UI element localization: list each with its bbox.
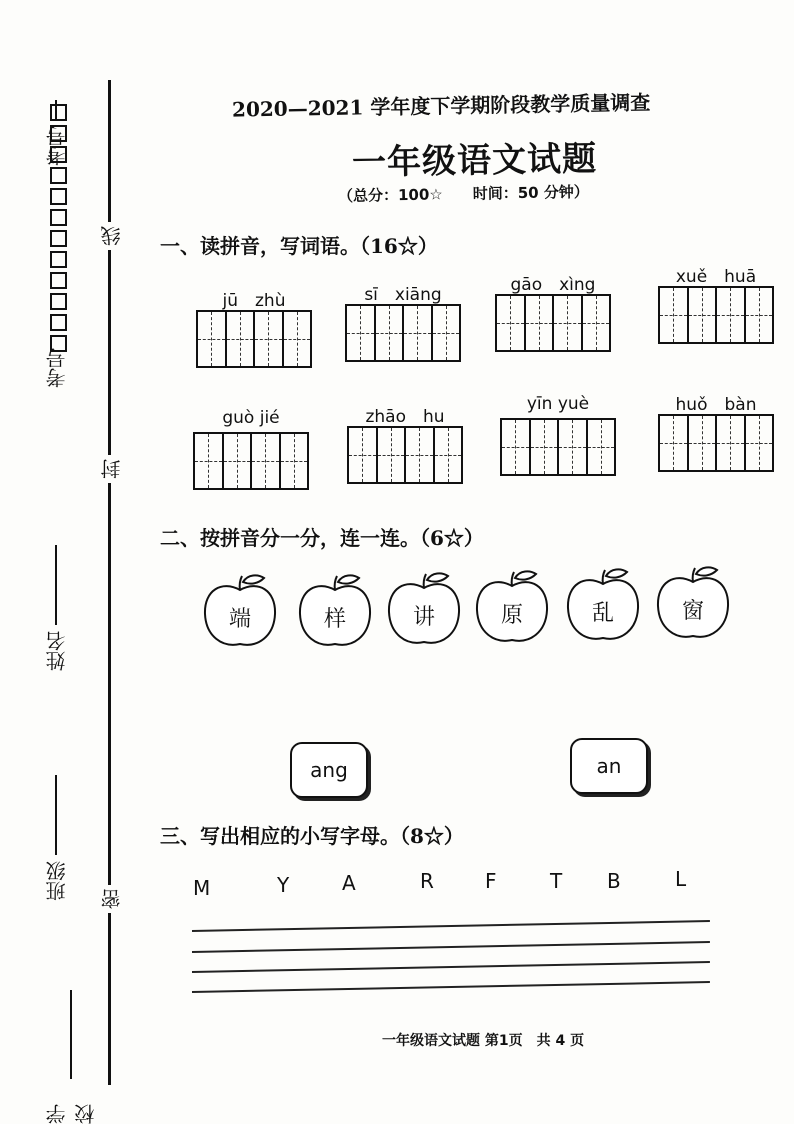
writing-line[interactable] [192,941,710,953]
school-underline[interactable] [70,990,72,1079]
pinyin-label: jū zhù [222,291,286,311]
writing-grid[interactable] [347,426,463,484]
apple-char: 乱 [591,601,614,626]
pinyin-word [658,390,774,472]
exam-number-box[interactable] [50,230,67,247]
writing-grid[interactable] [500,418,616,476]
pinyin-word [658,262,774,344]
exam-number-box[interactable] [50,209,67,226]
pinyin-label: gāo xìng [510,275,596,295]
apple-char-card[interactable] [474,568,550,648]
exam-number-box[interactable] [50,272,67,289]
exam-info: （总分：100☆ 时间：50 分钟） [337,182,590,206]
name-underline[interactable] [56,545,58,625]
section-2-heading: 二、按拼音分一分，连一连。（6☆） [160,526,484,550]
exam-number-box[interactable] [50,188,67,205]
writing-grid[interactable] [193,432,309,490]
exam-number-boxes[interactable] [50,102,67,354]
section-1-heading: 一、读拼音，写词语。（16☆） [160,234,438,258]
class-label: 班级 [45,861,69,901]
apple-char-card[interactable] [655,564,731,644]
apple-char-card[interactable] [565,566,641,646]
uppercase-letter: A [342,871,356,895]
school-label: 学校 [45,1104,98,1124]
name-field[interactable] [42,545,71,671]
page-title: 一年级语文试题 [351,138,598,184]
page-footer: 一年级语文试题 第1页 共 4 页 [382,1033,585,1049]
pinyin-label: zhāo hu [365,407,445,427]
exam-number-box[interactable] [50,314,67,331]
writing-grid[interactable] [658,286,774,344]
writing-grid[interactable] [196,310,312,368]
pinyin-word [495,270,611,352]
pinyin-label: sī xiāng [364,285,442,305]
writing-line[interactable] [192,981,710,993]
writing-line[interactable] [192,920,710,932]
writing-grid[interactable] [345,304,461,362]
exam-subtitle: 2020—2021 学年度下学期阶段教学质量调查 [231,90,651,122]
apple-char: 原 [500,603,523,628]
apple-char-card[interactable] [297,572,373,652]
writing-grid[interactable] [658,414,774,472]
exam-number-box[interactable] [50,125,67,142]
margin-mark-line: 线 [97,222,126,250]
name-label: 姓名 [45,631,69,671]
apple-char: 窗 [681,599,704,624]
apple-char: 讲 [412,605,435,630]
writing-grid[interactable] [495,294,611,352]
uppercase-letter: T [550,869,563,893]
uppercase-letter: R [420,869,434,893]
exam-number-box[interactable] [50,167,67,184]
apple-char: 端 [228,607,251,632]
uppercase-letter: L [675,867,687,891]
final-ang-box[interactable]: ang [290,742,368,798]
class-field[interactable] [42,775,71,901]
pinyin-word [345,280,461,362]
apple-char-card[interactable] [202,572,278,652]
exam-number-box[interactable] [50,104,67,121]
exam-number-box[interactable] [50,146,67,163]
exam-number-box[interactable] [50,293,67,310]
pinyin-word [347,402,463,484]
section-3-heading: 三、写出相应的小写字母。（8☆） [160,824,464,848]
uppercase-letter: B [607,869,621,893]
exam-number-label: 考号 [45,126,69,166]
uppercase-letter: M [193,876,211,900]
pinyin-label: guò jié [222,408,280,428]
pinyin-word [500,394,616,476]
writing-line[interactable] [192,961,710,973]
final-an-box[interactable]: an [570,738,648,794]
pinyin-label: xuě huā [675,267,757,287]
apple-char-card[interactable] [386,570,462,650]
pinyin-word [193,408,309,490]
uppercase-letter: Y [277,873,290,897]
school-field[interactable] [42,990,100,1124]
margin-mark-secret: 密 [97,885,126,913]
exam-number-label: 考号 [45,348,69,388]
exam-number-box[interactable] [50,251,67,268]
margin-mark-seal: 封 [97,455,126,483]
class-underline[interactable] [56,775,58,855]
pinyin-label: huǒ bàn [675,395,757,415]
pinyin-label: yīn yuè [526,394,590,414]
uppercase-letter: F [485,869,497,893]
apple-char: 样 [323,607,346,632]
pinyin-word [196,286,312,368]
